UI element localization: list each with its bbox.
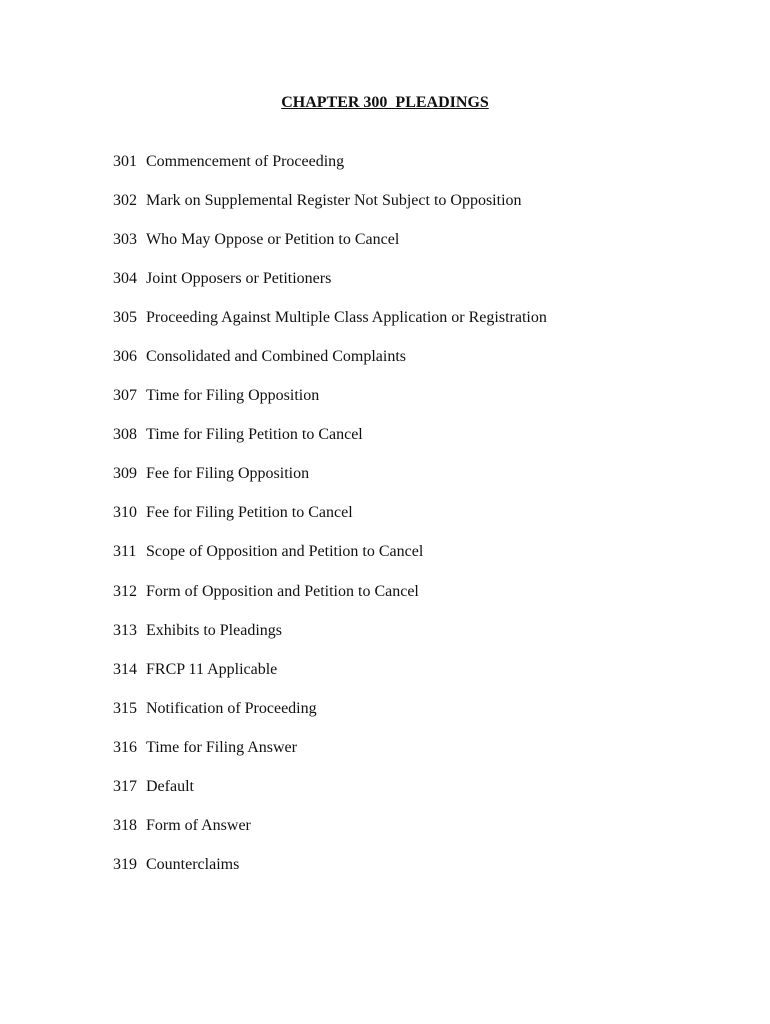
section-title: Default — [146, 777, 194, 795]
section-number: 303 — [113, 231, 137, 249]
section-item-303 — [113, 229, 547, 268]
section-number: 318 — [113, 816, 137, 834]
section-title: Fee for Filing Opposition — [146, 465, 310, 483]
section-item-310 — [113, 502, 547, 541]
section-title: Time for Filing Petition to Cancel — [146, 426, 363, 444]
section-number: 313 — [113, 621, 137, 639]
section-item-311 — [113, 541, 547, 580]
section-number: 305 — [113, 309, 137, 327]
section-item-315 — [113, 698, 547, 737]
section-item-316 — [113, 737, 547, 776]
section-title: Time for Filing Opposition — [146, 387, 320, 405]
section-title: Exhibits to Pleadings — [146, 621, 282, 639]
section-number: 309 — [113, 465, 137, 483]
section-item-304 — [113, 268, 547, 307]
section-title: Scope of Opposition and Petition to Cancel — [146, 543, 424, 561]
section-title: Counterclaims — [146, 855, 240, 873]
section-title: FRCP 11 Applicable — [146, 660, 278, 678]
section-number: 319 — [113, 855, 137, 873]
section-item-312 — [113, 581, 547, 620]
section-item-302 — [113, 190, 547, 229]
section-number: 301 — [113, 153, 137, 170]
section-title: Mark on Supplemental Register Not Subject to Opposition — [146, 192, 522, 210]
section-item-317 — [113, 776, 547, 815]
section-title: Joint Opposers or Petitioners — [146, 270, 332, 288]
section-title: Fee for Filing Petition to Cancel — [146, 504, 353, 522]
section-title: Consolidated and Combined Complaints — [146, 348, 406, 366]
section-item-305 — [113, 307, 547, 346]
section-number: 311 — [113, 543, 137, 561]
section-number: 317 — [113, 777, 137, 795]
section-item-319 — [113, 854, 547, 893]
section-number: 310 — [113, 504, 137, 522]
section-title: Notification of Proceeding — [146, 699, 317, 717]
section-number: 314 — [113, 660, 137, 678]
section-number: 315 — [113, 699, 137, 717]
section-item-313 — [113, 620, 547, 659]
section-title: Form of Answer — [146, 816, 251, 834]
section-number: 306 — [113, 348, 137, 366]
section-title: Time for Filing Answer — [146, 738, 297, 756]
section-item-301 — [113, 151, 547, 190]
section-title: Proceeding Against Multiple Class Application or Registration — [146, 309, 547, 327]
section-number: 307 — [113, 387, 137, 405]
section-title: Who May Oppose or Petition to Cancel — [146, 231, 400, 249]
section-item-306 — [113, 346, 547, 385]
chapter-title: CHAPTER 300 PLEADINGS — [281, 94, 489, 111]
section-list — [113, 151, 547, 893]
section-item-308 — [113, 424, 547, 463]
section-item-307 — [113, 385, 547, 424]
section-number: 302 — [113, 192, 137, 210]
section-title: Form of Opposition and Petition to Cancel — [146, 582, 419, 600]
section-number: 304 — [113, 270, 137, 288]
section-item-309 — [113, 463, 547, 502]
section-number: 316 — [113, 738, 137, 756]
section-item-318 — [113, 815, 547, 854]
section-item-314 — [113, 659, 547, 698]
section-title: Commencement of Proceeding — [146, 153, 345, 170]
section-number: 312 — [113, 582, 137, 600]
section-number: 308 — [113, 426, 137, 444]
